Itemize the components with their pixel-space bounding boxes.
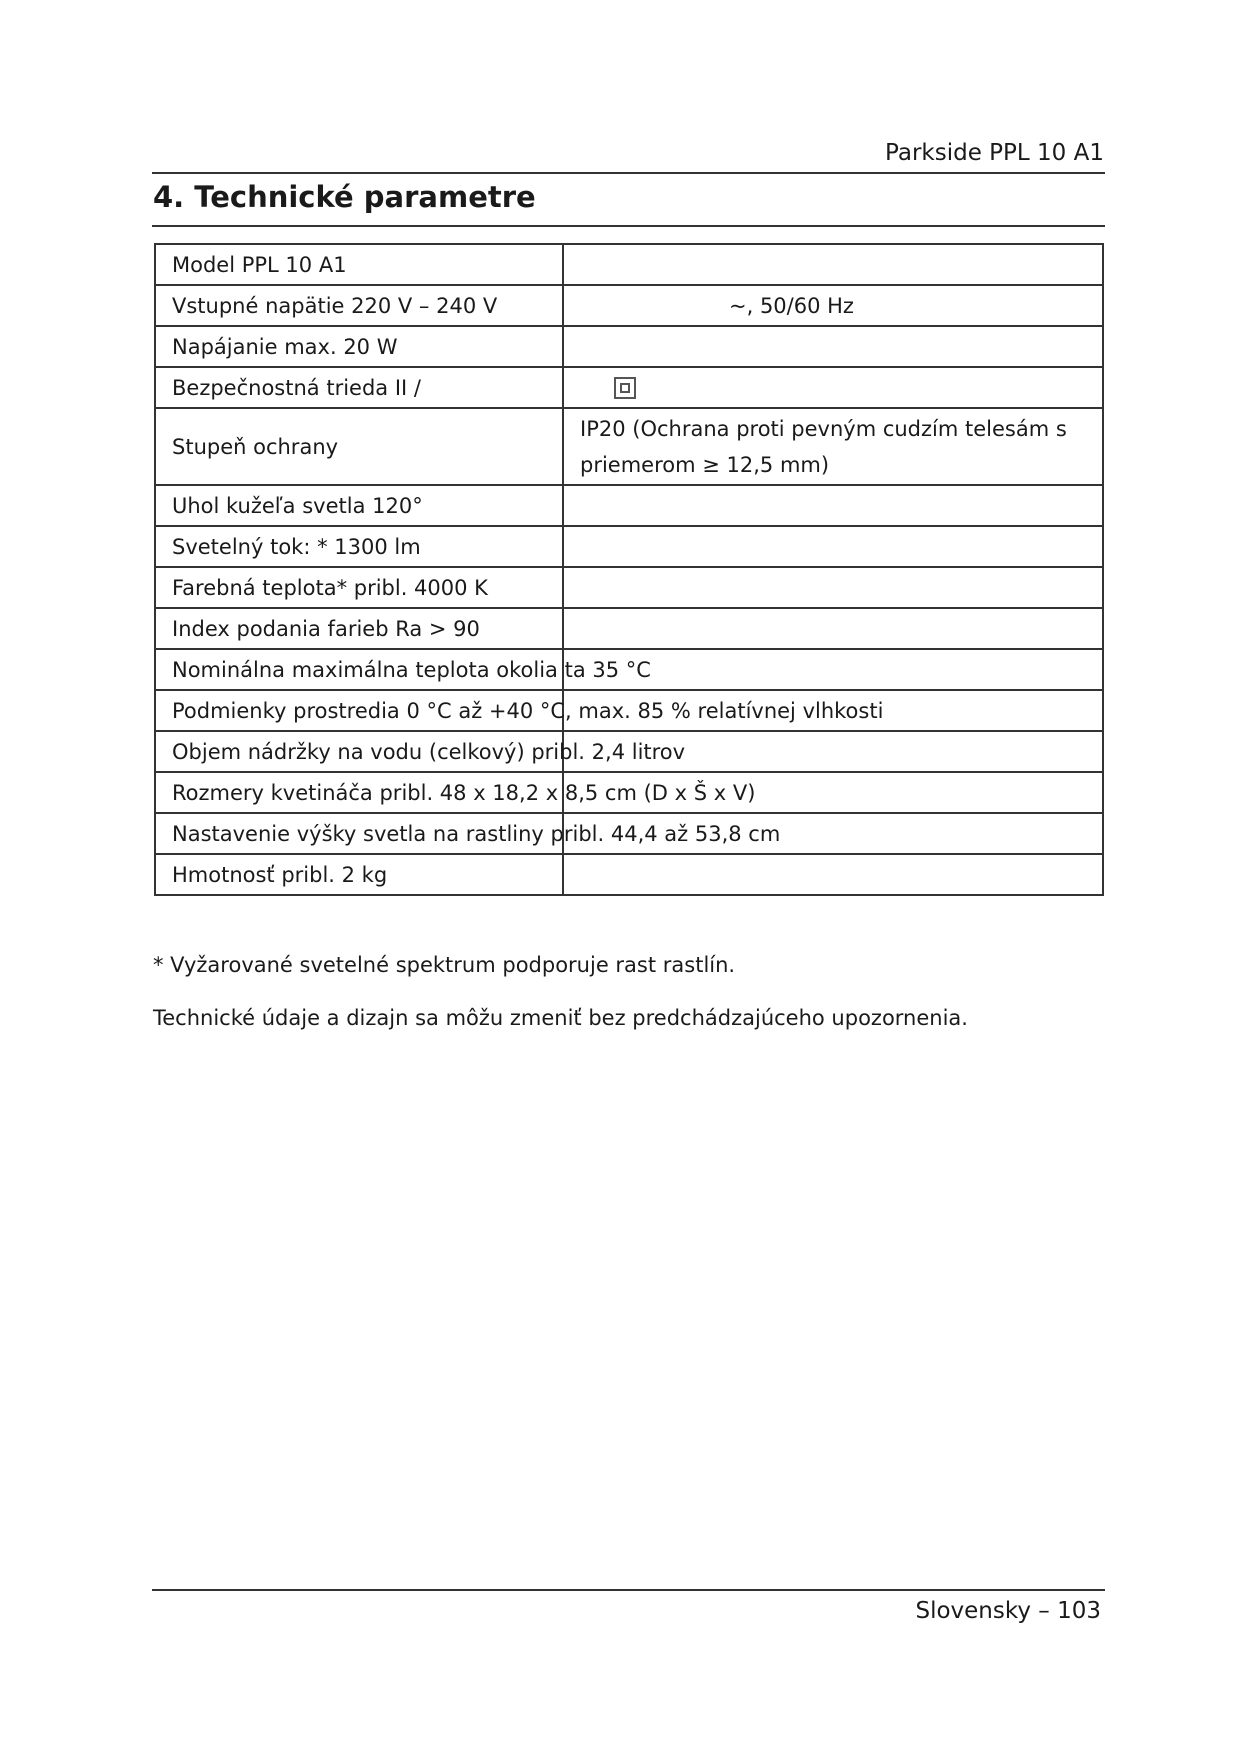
table-row [155, 485, 1103, 526]
spec-label: Index podania farieb Ra > 90 [155, 608, 563, 649]
table-row [155, 244, 1103, 285]
spec-value-cell [563, 408, 1103, 485]
spec-value-cell [563, 367, 1103, 408]
spec-label: Model PPL 10 A1 [155, 244, 563, 285]
table-row [155, 608, 1103, 649]
table-row [155, 408, 1103, 485]
spec-value [563, 690, 1103, 731]
spec-label: Bezpečnostná trieda II / [155, 367, 563, 408]
class-ii-double-square-icon [614, 377, 636, 399]
spec-label: Hmotnosť pribl. 2 kg [155, 854, 563, 895]
spec-label: Rozmery kvetináča pribl. 48 x 18,2 x 8,5 cm (D x Š x V) [155, 772, 563, 813]
title-divider [152, 225, 1105, 227]
spec-value [563, 485, 1103, 526]
table-row [155, 813, 1103, 854]
table-row [155, 690, 1103, 731]
section-title: 4. Technické parametre [153, 180, 536, 214]
table-row [155, 731, 1103, 772]
table-row [155, 326, 1103, 367]
footer-divider [152, 1589, 1105, 1591]
spec-value [563, 772, 1103, 813]
page-footer: Slovensky – 103 [915, 1598, 1101, 1624]
spec-value [563, 813, 1103, 854]
table-row [155, 567, 1103, 608]
spec-value-cell [563, 285, 1103, 326]
spec-value [563, 649, 1103, 690]
table-row [155, 526, 1103, 567]
spec-value: ~, 50/60 Hz [729, 293, 854, 318]
spec-value [563, 526, 1103, 567]
document-header: Parkside PPL 10 A1 [885, 140, 1104, 166]
spec-value [563, 567, 1103, 608]
table-row [155, 772, 1103, 813]
spec-value [563, 244, 1103, 285]
spec-label: Vstupné napätie 220 V – 240 V [155, 285, 563, 326]
table-row [155, 285, 1103, 326]
spec-label: Nominálna maximálna teplota okolia ta 35 °C [155, 649, 563, 690]
spec-value: IP20 (Ochrana proti pevným cudzím telesám s priemerom ≥ 12,5 mm) [580, 416, 1067, 477]
footnote: * Vyžarované svetelné spektrum podporuje rast rastlín. [153, 953, 736, 977]
table-row [155, 367, 1103, 408]
spec-label: Svetelný tok: * 1300 lm [155, 526, 563, 567]
spec-label: Objem nádržky na vodu (celkový) pribl. 2,4 litrov [155, 731, 563, 772]
table-row [155, 854, 1103, 895]
spec-value [563, 326, 1103, 367]
spec-label: Podmienky prostredia 0 °C až +40 °C, max. 85 % relatívnej vlhkosti [155, 690, 563, 731]
disclaimer: Technické údaje a dizajn sa môžu zmeniť bez predchádzajúceho upozornenia. [153, 1006, 968, 1030]
spec-label: Napájanie max. 20 W [155, 326, 563, 367]
spec-value [563, 854, 1103, 895]
header-divider [152, 172, 1105, 174]
spec-label: Stupeň ochrany [155, 408, 563, 485]
table-row [155, 649, 1103, 690]
spec-label: Nastavenie výšky svetla na rastliny pribl. 44,4 až 53,8 cm [155, 813, 563, 854]
specs-table [154, 243, 1104, 896]
spec-label: Uhol kužeľa svetla 120° [155, 485, 563, 526]
spec-label: Farebná teplota* pribl. 4000 K [155, 567, 563, 608]
spec-value [563, 608, 1103, 649]
spec-value [563, 731, 1103, 772]
